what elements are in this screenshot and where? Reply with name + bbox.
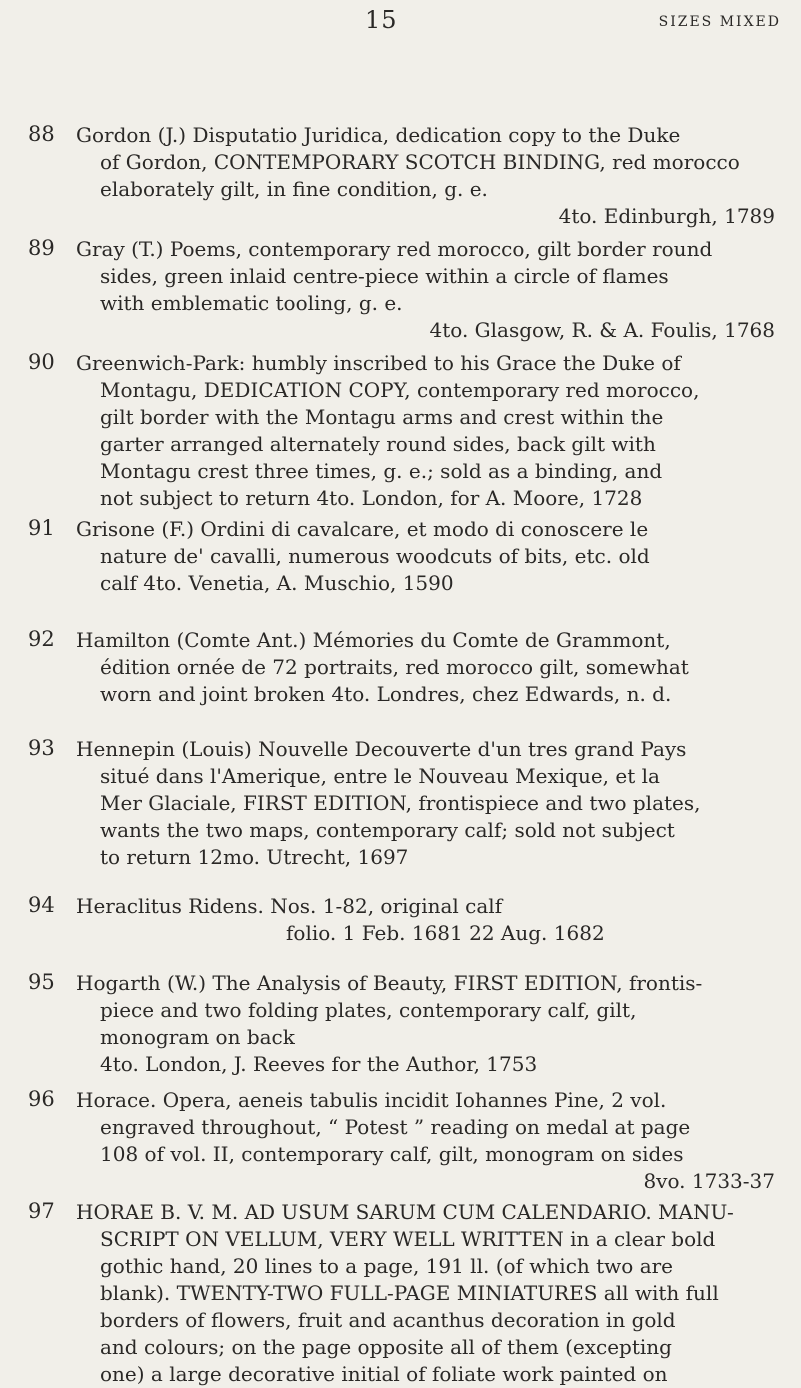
description-line: garter arranged alternately round sides, back gilt with — [100, 432, 656, 456]
lot-number: 93 — [28, 736, 55, 760]
page-header — [0, 0, 801, 40]
description-line: worn and joint broken 4to. Londres, chez Edwards, n. d. — [100, 682, 672, 706]
lot-description — [76, 516, 787, 597]
description-line: Greenwich-Park: humbly inscribed to his Grace the Duke of — [76, 351, 681, 375]
description-line: with emblematic tooling, g. e. — [100, 291, 403, 315]
description-line: borders of flowers, fruit and acanthus decoration in gold — [100, 1308, 676, 1332]
lot-description — [76, 350, 787, 512]
description-line: SCRIPT ON VELLUM, VERY WELL WRITTEN in a clear bold — [100, 1227, 716, 1251]
description-line: gothic hand, 20 lines to a page, 191 ll. (of which two are — [100, 1254, 674, 1278]
description-line: monogram on back — [100, 1025, 295, 1049]
description-line: one) a large decorative initial of foliate work painted on — [100, 1362, 668, 1386]
lot-number: 95 — [28, 970, 55, 994]
description-line: 8vo. 1733-37 — [643, 1169, 775, 1193]
lot-description — [76, 736, 787, 871]
description-line: 4to. Glasgow, R. & A. Foulis, 1768 — [429, 318, 775, 342]
lot-number: 92 — [28, 627, 55, 651]
description-line: gilt border with the Montagu arms and crest within the — [100, 405, 664, 429]
description-line: Mer Glaciale, FIRST EDITION, frontispiece and two plates, — [100, 791, 701, 815]
description-line: Gordon (J.) Disputatio Juridica, dedication copy to the Duke — [76, 123, 681, 147]
description-line: Gray (T.) Poems, contemporary red morocco, gilt border round — [76, 237, 713, 261]
description-line: calf 4to. Venetia, A. Muschio, 1590 — [100, 571, 454, 595]
lot-description — [76, 236, 787, 344]
description-line: 108 of vol. II, contemporary calf, gilt, monogram on sides — [100, 1142, 684, 1166]
description-line: folio. 1 Feb. 1681 22 Aug. 1682 — [286, 921, 605, 945]
description-line: édition ornée de 72 portraits, red morocco gilt, somewhat — [100, 655, 689, 679]
description-line: and colours; on the page opposite all of them (excepting — [100, 1335, 672, 1359]
description-line: Hamilton (Comte Ant.) Mémories du Comte de Grammont, — [76, 628, 671, 652]
description-line: of Gordon, CONTEMPORARY SCOTCH BINDING, red morocco — [100, 150, 740, 174]
lot-description — [76, 893, 787, 947]
lot-number: 88 — [28, 122, 55, 146]
lot-description — [76, 122, 787, 230]
lot-number: 90 — [28, 350, 55, 374]
lot-number: 97 — [28, 1199, 55, 1223]
description-line: 4to. Edinburgh, 1789 — [558, 204, 775, 228]
description-line: situé dans l'Amerique, entre le Nouveau Mexique, et la — [100, 764, 660, 788]
description-line: Horace. Opera, aeneis tabulis incidit Iohannes Pine, 2 vol. — [76, 1088, 667, 1112]
lot-description — [76, 970, 787, 1078]
description-line: nature de' cavalli, numerous woodcuts of bits, etc. old — [100, 544, 650, 568]
lot-number: 91 — [28, 516, 55, 540]
description-line: to return 12mo. Utrecht, 1697 — [100, 845, 409, 869]
description-line: wants the two maps, contemporary calf; sold not subject — [100, 818, 675, 842]
description-line: engraved throughout, “ Potest ” reading on medal at page — [100, 1115, 691, 1139]
description-line: Montagu crest three times, g. e.; sold as a binding, and — [100, 459, 663, 483]
lot-description — [76, 627, 787, 708]
description-line: Grisone (F.) Ordini di cavalcare, et modo di conoscere le — [76, 517, 649, 541]
running-head: SIZES MIXED — [658, 14, 781, 30]
description-line: elaborately gilt, in fine condition, g. e. — [100, 177, 488, 201]
description-line: HORAE B. V. M. AD USUM SARUM CUM CALENDARIO. MANU- — [76, 1200, 734, 1224]
description-line: Hennepin (Louis) Nouvelle Decouverte d'un tres grand Pays — [76, 737, 687, 761]
description-line: Hogarth (W.) The Analysis of Beauty, FIRST EDITION, frontis- — [76, 971, 703, 995]
lot-description — [76, 1199, 787, 1388]
description-line: sides, green inlaid centre-piece within a circle of flames — [100, 264, 669, 288]
lot-number: 89 — [28, 236, 55, 260]
description-line: Montagu, DEDICATION COPY, contemporary red morocco, — [100, 378, 700, 402]
description-line: not subject to return 4to. London, for A. Moore, 1728 — [100, 486, 643, 510]
description-line: blank). TWENTY-TWO FULL-PAGE MINIATURES all with full — [100, 1281, 719, 1305]
description-line: piece and two folding plates, contemporary calf, gilt, — [100, 998, 637, 1022]
lot-number: 94 — [28, 893, 55, 917]
description-line: 4to. London, J. Reeves for the Author, 1753 — [100, 1052, 538, 1076]
lot-number: 96 — [28, 1087, 55, 1111]
description-line: Heraclitus Ridens. Nos. 1-82, original calf — [76, 894, 503, 918]
page-number: 15 — [365, 6, 398, 34]
lot-description — [76, 1087, 787, 1195]
